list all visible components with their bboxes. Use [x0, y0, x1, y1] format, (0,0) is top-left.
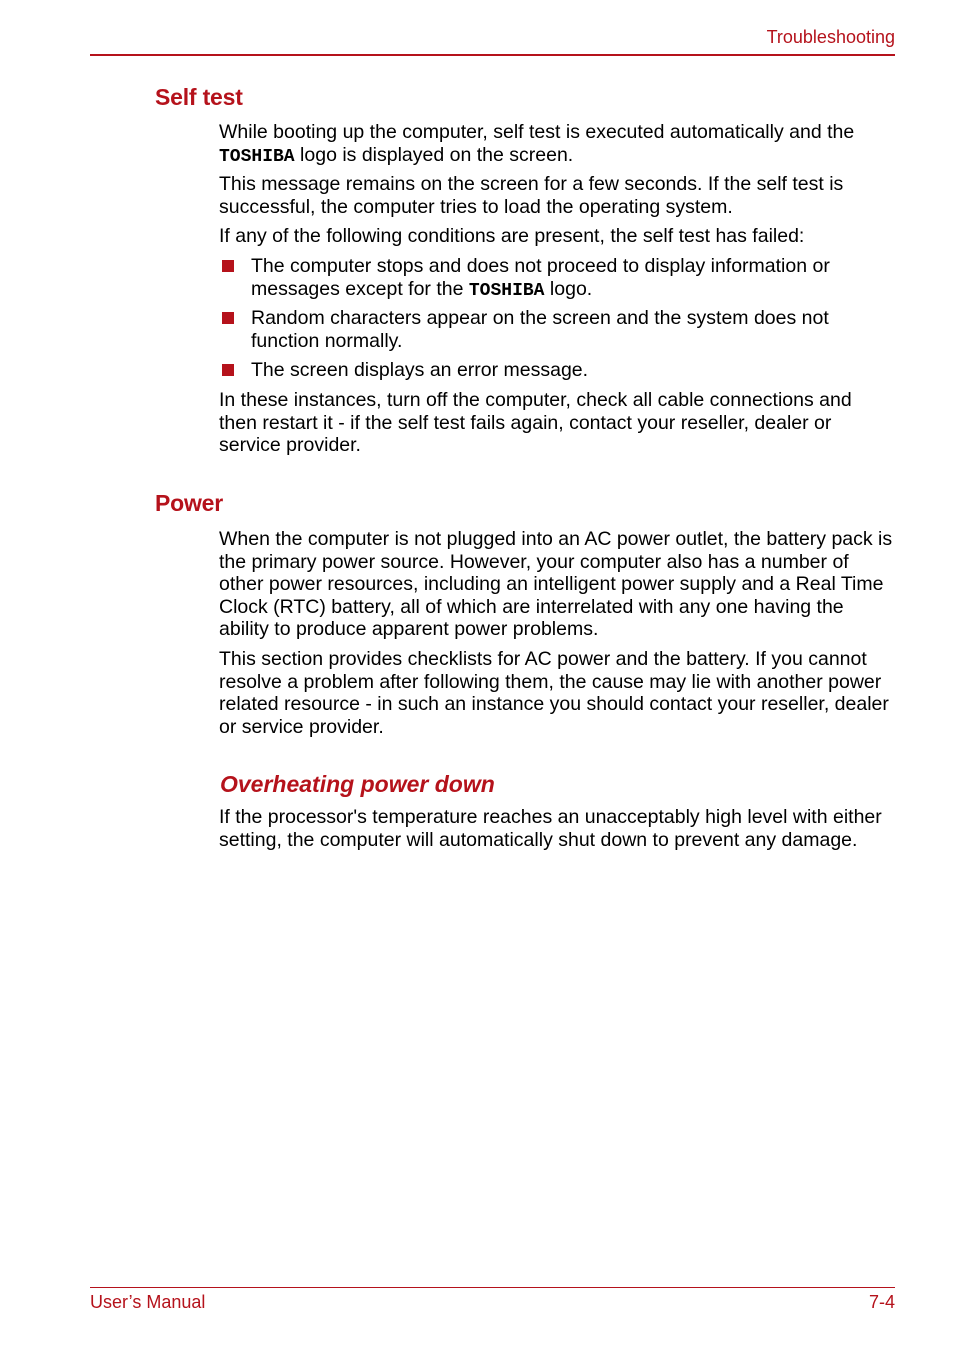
list-item-text: The computer stops and does not proceed to display information or messages except for the TOSHIBA logo.: [251, 255, 830, 301]
toshiba-brand: TOSHIBA: [219, 146, 295, 167]
overheating-paragraph: If the processor's temperature reaches an unacceptably high level with either setting, the computer will automatically shut down to prevent any damage.: [219, 806, 882, 851]
bullet-square-icon: [222, 260, 234, 272]
running-header: Troubleshooting: [766, 27, 895, 47]
bullet-square-icon: [222, 364, 234, 376]
self-test-p1-text: While booting up the computer, self test is executed automatically and the: [219, 121, 855, 143]
self-test-paragraph-4: In these instances, turn off the computer, check all cable connections and then restart it - if the self test fails again, contact your reseller, dealer or service provider.: [219, 389, 852, 456]
power-paragraph-2: This section provides checklists for AC power and the battery. If you cannot resolve a problem after following them, the cause may lie with another power related resource - in such an instance you should contact your reseller, dealer or service provider.: [219, 648, 889, 738]
section-heading-power: Power: [155, 490, 224, 516]
power-paragraph-1: When the computer is not plugged into an AC power outlet, the battery pack is the primary power source. However, your computer also has a number of other power resources, including an intelligent power supply and a Real Time Clock (RTC) battery, all of which are interrelated with any one having the ability to produce apparent power problems.: [219, 528, 893, 640]
page-number: 7-4: [868, 1292, 895, 1312]
self-test-paragraph-2: This message remains on the screen for a few seconds. If the self test is successful, the computer tries to load the operating system.: [219, 173, 844, 218]
toshiba-brand: TOSHIBA: [468, 280, 545, 301]
list-item-text: Random characters appear on the screen and the system does not function normally.: [251, 307, 829, 352]
list-item-text: The screen displays an error message.: [251, 359, 589, 381]
self-test-paragraph-3: If any of the following conditions are present, the self test has failed:: [219, 225, 805, 247]
footer-rule: [90, 1287, 895, 1288]
section-heading-self-test: Self test: [155, 84, 243, 110]
footer-manual-title: User’s Manual: [90, 1292, 206, 1312]
header-rule: [90, 54, 895, 56]
self-test-p1-post: logo is displayed on the screen.: [294, 143, 574, 166]
self-test-paragraph-1: [219, 121, 895, 168]
subheading-overheating: Overheating power down: [220, 771, 495, 797]
bullet-square-icon: [222, 312, 234, 324]
